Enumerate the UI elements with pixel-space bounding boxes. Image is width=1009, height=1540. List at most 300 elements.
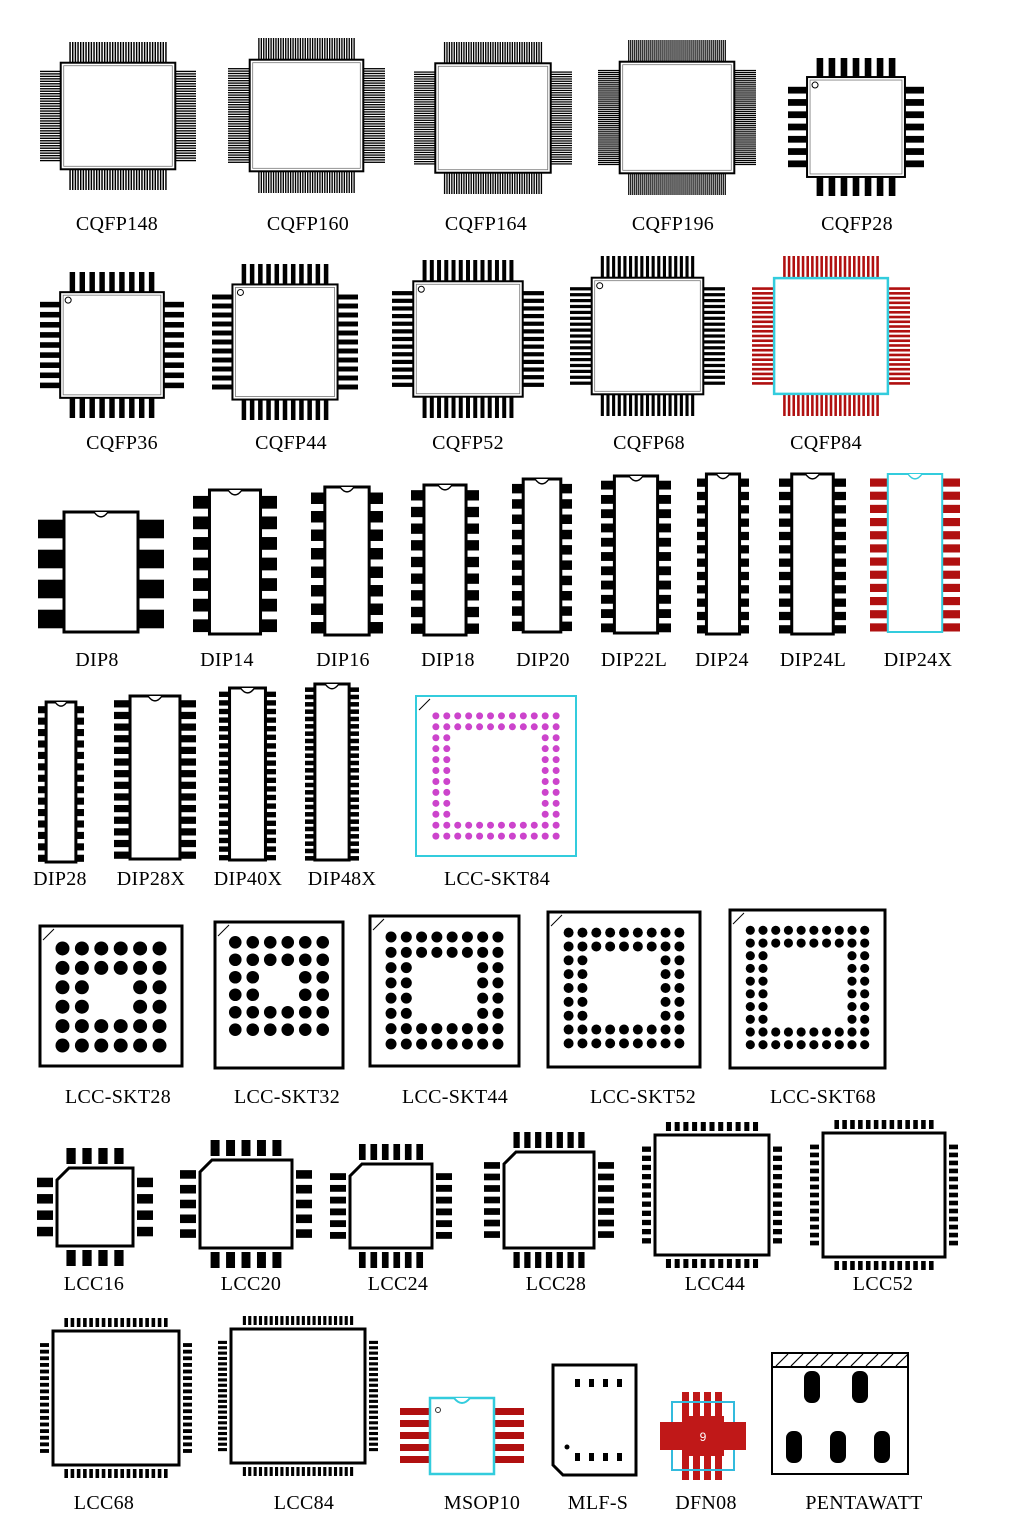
pin [423,397,427,418]
pin [248,1316,251,1325]
pin [363,147,385,148]
pad [603,1453,608,1461]
pin [598,1231,614,1238]
pin [752,297,774,300]
pin [546,1132,552,1148]
pin [331,38,332,60]
pin [494,1456,524,1463]
pin [80,169,81,190]
pin [392,352,413,356]
pin [414,122,435,123]
pin [497,173,498,194]
pin [640,394,643,416]
pin [598,1197,614,1204]
pin [164,373,184,379]
pin [369,1346,378,1349]
pin [414,101,435,102]
pin [330,1197,346,1204]
socket-pad [416,932,427,943]
socket-pad [847,989,856,998]
pin [734,148,756,149]
pin [834,256,837,278]
pin [713,40,714,62]
socket-pad [577,983,587,993]
pin [437,397,441,418]
pin [263,171,264,193]
pin [414,92,435,93]
pin [876,256,879,278]
pin [392,306,413,310]
pin [744,1122,749,1131]
socket-pad [55,1000,69,1014]
pin [820,256,823,278]
pin [485,42,486,63]
pin [436,1232,452,1239]
pin [660,173,661,195]
pin [211,1140,220,1156]
pin [66,1250,75,1266]
pin [183,1363,192,1367]
pin [598,123,620,124]
pin [551,127,572,128]
socket-pad [809,926,818,935]
pin [773,1147,782,1152]
pin [359,1252,366,1268]
pin [642,1156,651,1161]
socket-pad [462,1023,473,1034]
pin [752,330,774,333]
pin [734,160,756,161]
socket-pad [401,947,412,958]
pad [589,1379,594,1387]
pin [598,74,620,75]
pin [307,38,308,60]
pin [363,82,385,83]
socket-pad [487,833,494,840]
socket-pad [661,969,671,979]
pin [703,358,725,361]
pad [575,1379,580,1387]
pin [283,171,284,193]
pin [228,159,250,160]
pin [133,1469,137,1478]
socket-pad [674,983,684,993]
package-label-dip24l: DIP24L [779,649,847,671]
pin [302,1316,305,1325]
package-label-lcc52: LCC52 [852,1273,914,1295]
pin [275,400,280,420]
socket-pad [498,723,505,730]
pin [734,109,756,110]
package-label-cqfp148: CQFP148 [75,213,159,235]
pin [40,88,61,89]
socket-pad [477,1038,488,1049]
socket-pad [553,811,560,818]
pin [414,81,435,82]
pin [882,1261,887,1270]
pin [736,1122,741,1131]
pin1-marker [565,1445,570,1450]
pin [228,97,250,98]
socket-pad [860,977,869,986]
pin [921,1120,926,1129]
pin [72,169,73,190]
socket-pad [432,778,439,785]
socket-pad [633,1038,643,1048]
socket-pad [531,712,538,719]
pin [291,1316,294,1325]
pin [266,400,271,420]
pin [682,173,683,195]
pin [40,93,61,94]
pin [40,1376,49,1380]
pin [64,1469,68,1478]
pin [753,1259,758,1268]
pin [865,177,872,196]
pin [414,97,435,98]
package-label-lcc24: LCC24 [367,1273,429,1295]
pin [212,358,232,363]
package-body [823,1133,945,1257]
socket-pad [553,745,560,752]
socket-pad [447,1038,458,1049]
pin [570,370,592,373]
pin [524,1252,530,1268]
pin [598,140,620,141]
pin [183,1370,192,1374]
pin [180,1185,196,1194]
pin [218,1448,227,1451]
pin [601,256,604,278]
pin [752,373,774,376]
pin [302,171,303,193]
pin [523,337,544,341]
pin [322,38,323,60]
pin [228,68,250,69]
pin [551,138,572,139]
pin [40,1383,49,1387]
pin [392,291,413,295]
socket-pad [661,941,671,951]
pin [228,126,250,127]
socket-pad [509,723,516,730]
pin [734,152,756,153]
pin [363,157,385,158]
pin [468,42,469,63]
pin [773,1174,782,1179]
pin [446,42,447,63]
pin [817,58,824,77]
pin [867,394,870,416]
pin [242,1140,251,1156]
pin [598,99,620,100]
pin [473,397,477,418]
pin [701,173,702,195]
pin [551,94,572,95]
socket-pad [498,712,505,719]
pin [346,38,347,60]
package-label-dip24x: DIP24X [883,649,953,671]
pin [514,173,515,194]
pin [120,1318,124,1327]
socket-pad [114,1039,128,1053]
pin [752,287,774,290]
pin [392,360,413,364]
pin [792,256,795,278]
socket-pad [542,745,549,752]
pin [551,161,572,162]
pin [283,400,288,420]
pin [228,75,250,76]
pin [38,520,66,539]
pin [228,109,250,110]
pin [492,42,493,63]
pin [175,120,196,121]
pin [810,1217,819,1222]
pin [658,173,659,195]
pin [414,136,435,137]
pin [551,88,572,89]
socket-pad [431,932,442,943]
pin [734,101,756,102]
pin [369,1405,378,1408]
pin [414,110,435,111]
pin [905,1261,910,1270]
pin [676,173,677,195]
socket-pad [465,723,472,730]
pin [598,72,620,73]
pin [96,169,97,190]
socket-pad [386,1038,397,1049]
socket-pad [432,789,439,796]
socket-pad [431,1023,442,1034]
pin [811,394,814,416]
pin [636,173,637,195]
pin [212,295,232,300]
package-body [250,60,364,172]
pin [218,1378,227,1381]
pin [127,1318,131,1327]
package-lcc-skt28 [40,926,182,1066]
socket-pad [229,1006,242,1019]
pin [888,297,910,300]
pin [853,58,860,77]
socket-pad [386,962,397,973]
pin [93,42,94,63]
pin [259,1316,262,1325]
package-body [614,476,657,633]
pin [436,1197,452,1204]
pin [734,78,756,79]
socket-pad [401,932,412,943]
pin [416,1252,423,1268]
pin [338,349,358,354]
pin [456,173,457,194]
pin [243,1316,246,1325]
pin [507,42,508,63]
pin [258,400,263,420]
pin [243,1467,246,1476]
pin [344,171,345,193]
pin [598,133,620,134]
pin [551,143,572,144]
lead-pad [830,1431,846,1463]
pin [848,394,851,416]
socket-pad [133,1039,147,1053]
pin [848,256,851,278]
pin [703,299,725,302]
pin [104,169,105,190]
pin [734,136,756,137]
pin [37,1194,53,1204]
pin [338,331,358,336]
pin [363,123,385,124]
dfn-body-text: 9 [699,1430,707,1444]
socket-pad [447,932,458,943]
pin [773,1229,782,1234]
pin [414,131,435,132]
package-label-cqfp164: CQFP164 [444,213,528,235]
pin [551,92,572,93]
socket-pad [577,1025,587,1035]
pin [642,1211,651,1216]
pin [483,42,484,63]
socket-pad [822,1027,831,1036]
socket-pad [509,822,516,829]
pin [119,272,124,292]
package-label-lcc-skt32: LCC-SKT32 [233,1086,341,1108]
pin [459,260,463,281]
package-dip20 [512,479,572,632]
socket-pad [246,953,259,966]
pin [141,169,142,190]
pin [551,97,572,98]
pin [69,169,70,190]
pin [570,364,592,367]
pin [618,256,621,278]
pin [175,140,196,141]
pin [369,1368,378,1371]
package-body [350,1164,432,1248]
socket-pad [661,955,671,965]
package-dip14 [193,490,277,634]
pin [71,1469,75,1478]
pin [414,159,435,160]
pin [175,155,196,156]
pin [414,152,435,153]
pin [212,322,232,327]
pin [463,173,464,194]
pin [497,42,498,63]
pin [330,1185,346,1192]
pin [414,108,435,109]
pin [370,1144,377,1160]
socket-pad [542,767,549,774]
pin [285,38,286,60]
pin [523,322,544,326]
pin [517,42,518,63]
pin [628,40,629,62]
socket-pad [443,833,450,840]
pin [829,177,836,196]
socket-pad [553,778,560,785]
pin [535,1132,541,1148]
pin [109,272,114,292]
pin [414,150,435,151]
socket-pad [758,1015,767,1024]
pin [99,169,100,190]
pin [719,40,720,62]
pin [810,1241,819,1246]
pin [369,1411,378,1414]
pin [865,58,872,77]
socket-pad [443,745,450,752]
socket-pad [860,1015,869,1024]
pin [734,133,756,134]
pin [40,71,61,72]
socket-pad [246,936,259,949]
pin [752,325,774,328]
pin [623,256,626,278]
socket-pad [487,723,494,730]
package-lcc44 [642,1122,782,1268]
pin [296,1200,312,1209]
pin [570,287,592,290]
pin [666,40,667,62]
pin [37,1227,53,1237]
pin [810,1177,819,1182]
pin [164,332,184,338]
pin [623,394,626,416]
package-label-lcc-skt44: LCC-SKT44 [401,1086,509,1108]
pin [40,1416,49,1420]
pin [393,1144,400,1160]
pin [40,150,61,151]
pin [670,40,671,62]
pin [495,42,496,63]
socket-pad [633,941,643,951]
pin [83,42,84,63]
package-label-lcc-skt28: LCC-SKT28 [64,1086,172,1108]
pin [309,171,310,193]
pin [666,1122,671,1131]
pin [888,292,910,295]
pin [145,1469,149,1478]
pin [369,1400,378,1403]
pin [668,173,669,195]
socket-pad [498,822,505,829]
pin [949,1169,958,1174]
pin [363,138,385,139]
package-body [592,278,704,395]
pin [487,42,488,63]
package-label-cqfp44: CQFP44 [255,432,327,454]
pin [502,173,503,194]
socket-pad [797,1027,806,1036]
pin [888,320,910,323]
socket-pad [55,1039,69,1053]
pin [882,1120,887,1129]
package-dip48x [305,684,359,861]
pin [175,100,196,101]
socket-pad [316,1006,329,1019]
pin [872,256,875,278]
socket-pad [633,928,643,938]
pin [212,376,232,381]
pin [136,580,164,599]
pin [128,42,129,63]
pin [773,1220,782,1225]
